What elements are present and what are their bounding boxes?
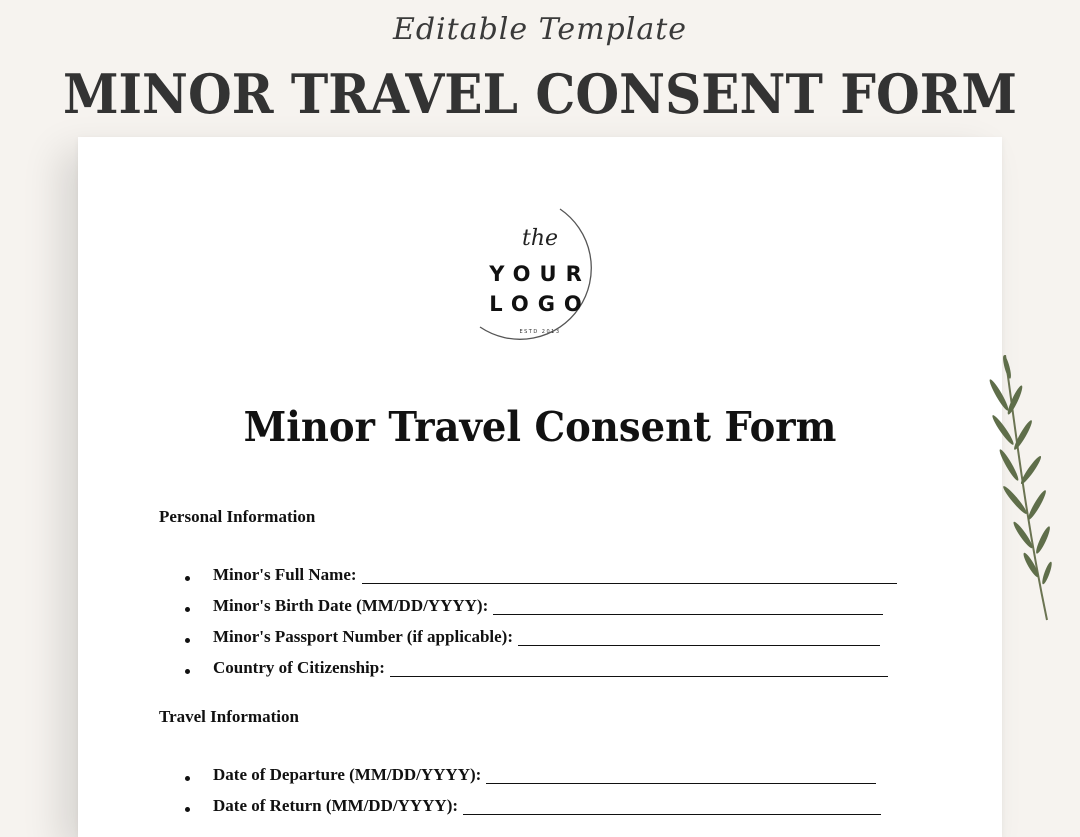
field-label: Country of Citizenship: — [213, 658, 385, 677]
bullet — [185, 776, 190, 781]
field-minor-passport-number — [78, 616, 1002, 647]
logo-logo-text: LOGO — [489, 292, 591, 316]
bullet — [185, 669, 190, 674]
field-country-of-citizenship — [78, 647, 1002, 678]
section-heading-personal: Personal Information — [159, 507, 316, 526]
minor-passport-number-blank-line[interactable] — [518, 645, 880, 646]
bullet — [185, 638, 190, 643]
form-sheet — [78, 137, 1002, 837]
logo-estd-text: ESTD 2013 — [519, 329, 561, 335]
field-label: Date of Return (MM/DD/YYYY): — [213, 796, 459, 815]
field-label: Minor's Full Name: — [213, 565, 357, 584]
bullet — [185, 607, 190, 612]
field-date-of-departure — [78, 754, 1002, 785]
minor-birth-date-blank-line[interactable] — [493, 614, 883, 615]
country-of-citizenship-blank-line[interactable] — [390, 676, 888, 677]
field-label: Minor's Passport Number (if applicable): — [213, 627, 514, 646]
rosemary-sprig-decoration — [985, 355, 1065, 625]
date-of-departure-blank-line[interactable] — [486, 783, 876, 784]
field-label: Date of Departure (MM/DD/YYYY): — [213, 765, 482, 784]
banner-title: MINOR TRAVEL CONSENT FORM — [62, 62, 1018, 126]
field-minor-birth-date — [78, 585, 1002, 616]
logo-placeholder — [460, 199, 620, 359]
field-minor-full-name — [78, 554, 1002, 585]
field-date-of-return — [78, 785, 1002, 816]
section-heading-travel: Travel Information — [159, 707, 299, 726]
logo-your-text: YOUR — [489, 262, 591, 286]
travel-fields-list — [78, 754, 1002, 816]
personal-fields-list — [78, 554, 1002, 678]
bullet — [185, 576, 190, 581]
minor-full-name-blank-line[interactable] — [362, 583, 897, 584]
date-of-return-blank-line[interactable] — [463, 814, 881, 815]
script-subtitle: Editable Template — [392, 12, 688, 47]
field-label: Minor's Birth Date (MM/DD/YYYY): — [213, 596, 489, 615]
logo-the-text: the — [521, 226, 559, 251]
document-title: Minor Travel Consent Form — [243, 403, 837, 451]
